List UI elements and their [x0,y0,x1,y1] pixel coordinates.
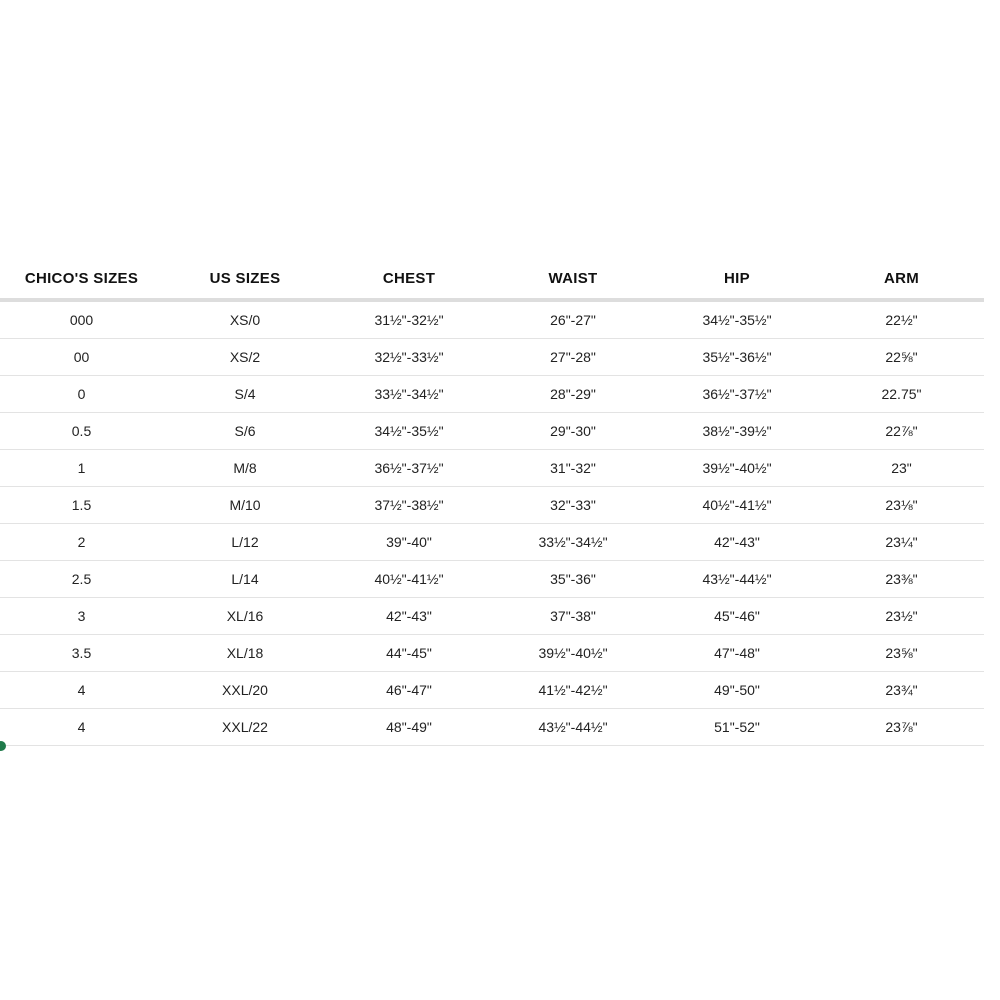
table-row [0,450,984,487]
table-row [0,672,984,709]
hip-cell: 49"-50" [655,672,819,709]
chest-cell: 44"-45" [327,635,491,672]
chicos-size-cell: 4 [0,672,163,709]
chicos-size-cell: 0 [0,376,163,413]
waist-cell: 27"-28" [491,339,655,376]
waist-cell: 29"-30" [491,413,655,450]
chest-cell: 32½"-33½" [327,339,491,376]
chicos-size-cell: 2.5 [0,561,163,598]
chest-cell: 33½"-34½" [327,376,491,413]
header-chicos-sizes: CHICO'S SIZES [0,258,163,300]
us-size-cell: M/8 [163,450,327,487]
arm-cell: 22½" [819,300,984,339]
size-chart [0,258,984,746]
arm-cell: 23⅛" [819,487,984,524]
waist-cell: 43½"-44½" [491,709,655,746]
table-row [0,376,984,413]
hip-cell: 35½"-36½" [655,339,819,376]
table-row [0,709,984,746]
table-row [0,413,984,450]
chest-cell: 39"-40" [327,524,491,561]
chest-cell: 34½"-35½" [327,413,491,450]
us-size-cell: XXL/20 [163,672,327,709]
arm-cell: 23½" [819,598,984,635]
chest-cell: 46"-47" [327,672,491,709]
hip-cell: 39½"-40½" [655,450,819,487]
hip-cell: 38½"-39½" [655,413,819,450]
arm-cell: 23¾" [819,672,984,709]
chest-cell: 36½"-37½" [327,450,491,487]
hip-cell: 47"-48" [655,635,819,672]
hip-cell: 51"-52" [655,709,819,746]
waist-cell: 39½"-40½" [491,635,655,672]
arm-cell: 23⅝" [819,635,984,672]
hip-cell: 43½"-44½" [655,561,819,598]
header-hip: HIP [655,258,819,300]
us-size-cell: XXL/22 [163,709,327,746]
arm-cell: 23" [819,450,984,487]
chest-cell: 48"-49" [327,709,491,746]
table-row [0,561,984,598]
waist-cell: 41½"-42½" [491,672,655,709]
header-us-sizes: US SIZES [163,258,327,300]
us-size-cell: S/6 [163,413,327,450]
us-size-cell: M/10 [163,487,327,524]
chicos-size-cell: 4 [0,709,163,746]
us-size-cell: S/4 [163,376,327,413]
chest-cell: 40½"-41½" [327,561,491,598]
header-arm: ARM [819,258,984,300]
table-row [0,300,984,339]
waist-cell: 26"-27" [491,300,655,339]
us-size-cell: XL/16 [163,598,327,635]
chest-cell: 42"-43" [327,598,491,635]
us-size-cell: L/12 [163,524,327,561]
arm-cell: 22.75" [819,376,984,413]
waist-cell: 32"-33" [491,487,655,524]
header-row [0,258,984,300]
waist-cell: 33½"-34½" [491,524,655,561]
arm-cell: 22⅝" [819,339,984,376]
waist-cell: 37"-38" [491,598,655,635]
chicos-size-cell: 1 [0,450,163,487]
arm-cell: 22⅞" [819,413,984,450]
arm-cell: 23⅜" [819,561,984,598]
us-size-cell: L/14 [163,561,327,598]
us-size-cell: XS/2 [163,339,327,376]
table-row [0,487,984,524]
edge-dot-icon [0,741,6,751]
table-header [0,258,984,300]
chicos-size-cell: 3 [0,598,163,635]
hip-cell: 34½"-35½" [655,300,819,339]
waist-cell: 35"-36" [491,561,655,598]
chicos-size-cell: 00 [0,339,163,376]
table-row [0,635,984,672]
arm-cell: 23⅞" [819,709,984,746]
hip-cell: 45"-46" [655,598,819,635]
chicos-size-cell: 3.5 [0,635,163,672]
hip-cell: 40½"-41½" [655,487,819,524]
table-row [0,339,984,376]
arm-cell: 23¼" [819,524,984,561]
chicos-size-cell: 0.5 [0,413,163,450]
chest-cell: 31½"-32½" [327,300,491,339]
chicos-size-cell: 000 [0,300,163,339]
us-size-cell: XS/0 [163,300,327,339]
waist-cell: 31"-32" [491,450,655,487]
header-chest: CHEST [327,258,491,300]
chest-cell: 37½"-38½" [327,487,491,524]
chicos-size-cell: 2 [0,524,163,561]
header-waist: WAIST [491,258,655,300]
table-row [0,524,984,561]
chicos-size-cell: 1.5 [0,487,163,524]
size-table [0,258,984,746]
us-size-cell: XL/18 [163,635,327,672]
waist-cell: 28"-29" [491,376,655,413]
table-row [0,598,984,635]
table-body [0,300,984,746]
hip-cell: 42"-43" [655,524,819,561]
hip-cell: 36½"-37½" [655,376,819,413]
